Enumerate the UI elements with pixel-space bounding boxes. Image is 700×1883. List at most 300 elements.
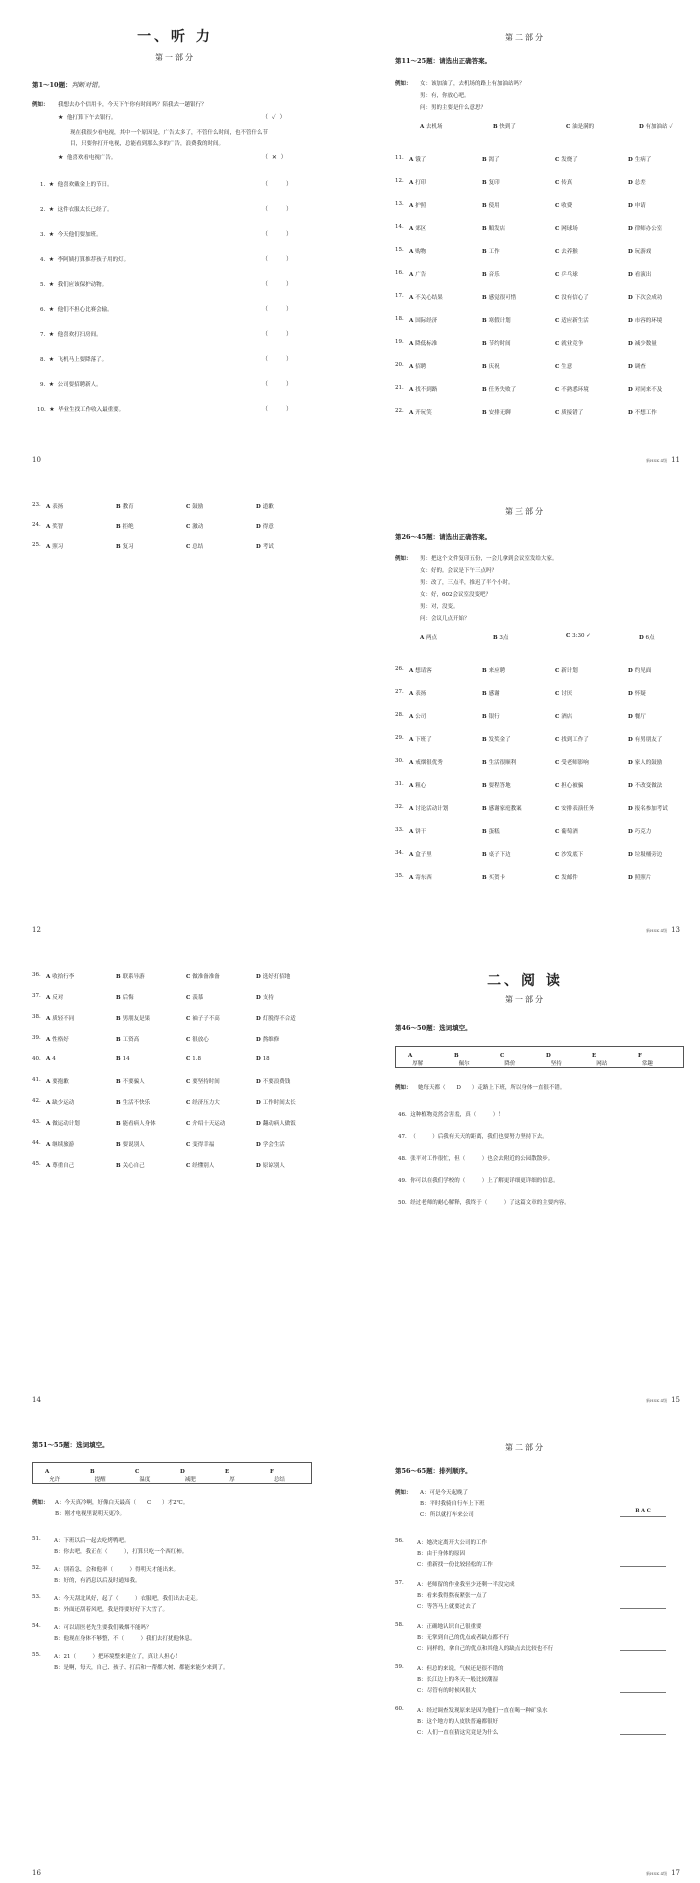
option-d[interactable]: D 约见面 (628, 668, 652, 674)
option-a[interactable]: A 郊区 (409, 226, 427, 232)
question-item: 50. 经过老师的耐心解释，我终于（ ）了这篇文章的主要内容。 (398, 1200, 570, 1206)
answer-blank[interactable]: （ ） (262, 256, 293, 263)
option-b[interactable]: B 发奖金了 (482, 737, 511, 743)
question-number: 36. (32, 972, 41, 978)
option-a[interactable]: A 想请客 (409, 668, 432, 674)
answer-blank[interactable]: （ ） (262, 331, 293, 338)
spread-2 (0, 470, 700, 940)
dialog-line-b: B：由于身体的原因 (417, 1551, 466, 1557)
part-title: 第三部分 (505, 507, 545, 516)
example-line: 男：对，没变。 (420, 604, 459, 610)
option-c[interactable]: C 葡萄酒 (555, 829, 578, 835)
question-number: 22. (395, 408, 404, 414)
question-number: 27. (395, 689, 404, 695)
option-a[interactable]: A 降低标准 (409, 341, 438, 347)
question-number: 35. (395, 873, 404, 879)
option-b[interactable]: B 关心自己 (116, 1163, 145, 1169)
example-passage-2: 目，只要你打开电视，总能看到那么多的广告，浪费我的时间。 (70, 141, 225, 147)
instructions: 第56～65题：排列顺序。 (395, 1467, 472, 1475)
option-d[interactable]: D 家人的鼓励 (628, 760, 663, 766)
example-question: 我想去办个信用卡，今天下午你有时间吗？陪我去一趟银行？ (58, 102, 207, 108)
page-number: 12 (32, 926, 41, 934)
answer-blank[interactable]: （ ） (262, 306, 293, 313)
question-number: 45. (32, 1161, 41, 1167)
example-line: 男：改了，三点半，推迟了半个小时。 (420, 580, 514, 586)
option-c[interactable]: C 袖子子不高 (186, 1016, 220, 1022)
question-number: 58. (395, 1622, 404, 1628)
question-number: 37. (32, 993, 41, 999)
question-number: 29. (395, 735, 404, 741)
dialog-line-a: A：21（ ）把环境整来建立了，真让人担心！ (54, 1654, 181, 1660)
option-a[interactable]: A 收拾行李 (46, 974, 75, 980)
option-d[interactable]: D 照照片 (628, 875, 652, 881)
section-title: 二、阅 读 (487, 973, 563, 989)
page-10 (0, 0, 350, 470)
page-11: 第二部分 第11～25题：请选出正确答案。 例如： 女：该加油了，去机场的路上有加油站吗？ 男：有，你放心吧。 问：男的主要是什么意思？ A 去机场 B 快到了 C 油是满的 D 有加油站 ✓ 11. A 饿了 B 渴了 C 发烧了 D 生病了 12. A 打印 B 复印 C 传真 D 总差 13. A 护照 B 使用 C 收费 D 申请 14. A 郊区 B 順发店 C 网球场 D 律师办公室 15. A 购物 B 工作 C 去养猴 D 玩游戏 16. A 广告 B 音乐 C 乒乓球 D 看演出 17. A 不关心结果 B 感觉很可惜 C 没有信心了 D 下次会成功 18. A 国际经济 B 寒假计划 C 适应新生活 D 市容的环境 19. A 降低标准 B 节约时间 C 就业竞争 D 减少数量 20. A 招聘 B 庆祝 C 生意 D 调查 21. A 找不到路 B 任务失败了 C 不熟悉环境 D 对同来不及 22. A 开玩笑 B 安排无聊 C 质接错了 D 不想工作 新HSK 4级 11 (350, 0, 700, 470)
option-a[interactable]: A 要抱歉 (46, 1079, 69, 1085)
question-number: 31. (395, 781, 404, 787)
option-b[interactable]: B 安排无聊 (482, 410, 511, 416)
option-c[interactable]: C 收费 (555, 203, 573, 209)
option-d[interactable]: D 巧克力 (628, 829, 652, 835)
option-a[interactable]: A 做运动计划 (46, 1121, 80, 1127)
example-label: 例如： (395, 1085, 412, 1091)
option-d[interactable]: D 考试 (256, 544, 274, 550)
dialog-line-c: C：人们一直在猜这究竟是为什么 (417, 1730, 499, 1736)
example-line: 女：好，602会议室没变吧？ (420, 592, 491, 598)
part-title: 第二部分 (505, 33, 545, 42)
option-d[interactable]: D 选好打招地 (256, 974, 291, 980)
option-b[interactable]: B 银行 (482, 714, 500, 720)
example-answer: B A C (620, 1508, 666, 1517)
option-a[interactable]: A 照习 (46, 544, 64, 550)
dialog-line-a: A：今天刮北风好，起了（ ）衣服吧，我们出去走走。 (54, 1596, 201, 1602)
question-number: 54. (32, 1623, 41, 1629)
question-number: 16. (395, 270, 404, 276)
option-a[interactable]: A 不关心结果 (409, 295, 443, 301)
option-b[interactable]: B 感觉很可惜 (482, 295, 517, 301)
option-c[interactable]: C 乒乓球 (555, 272, 578, 278)
option-a[interactable]: A 性格好 (46, 1037, 69, 1043)
option-b[interactable]: B 后悔 (116, 995, 134, 1001)
option-a[interactable]: A 继续旅游 (46, 1142, 75, 1148)
question-item: 9. ★ 公司要招聘新人。 (40, 381, 102, 388)
example-line: 问：会议几点开始？ (420, 616, 470, 622)
option-c[interactable]: C 沙发底下 (555, 852, 584, 858)
option-b[interactable]: B 教育 (116, 504, 134, 510)
question-number: 24. (32, 522, 41, 528)
question-number: 57. (395, 1580, 404, 1586)
part-title: 第一部分 (505, 995, 545, 1004)
option-b[interactable]: B 庆祝 (482, 364, 500, 370)
option-c[interactable]: C 很放心 (186, 1037, 209, 1043)
option-c[interactable]: C 安排表演任务 (555, 806, 595, 812)
dialog-line-b: B：看来我得熬夜紧张一点了 (417, 1593, 488, 1599)
option-a[interactable]: A 戒烟很优秀 (409, 760, 443, 766)
dialog-line-a: A：下班以后一起去吃烤鸭吧。 (54, 1538, 130, 1544)
option-d[interactable]: D 总差 (628, 180, 646, 186)
question-number: 43. (32, 1119, 41, 1125)
dialog-line-b: B：你去吧，我正在（ ），打算只吃一个西红柿。 (54, 1549, 188, 1555)
option-b[interactable]: B 順发店 (482, 226, 506, 232)
question-item: 46. 这种植物竟然会害羞，真（ ）！ (398, 1112, 504, 1118)
answer-line[interactable] (620, 1684, 666, 1693)
answer-blank[interactable]: （ ） (262, 181, 293, 188)
option-a[interactable]: A 找不到路 (409, 387, 438, 393)
question-number: 59. (395, 1664, 404, 1670)
example-line-a: A：可是今天起晚了 (420, 1490, 468, 1496)
question-number: 34. (395, 850, 404, 856)
option-b[interactable]: B 音乐 (482, 272, 500, 278)
option-c[interactable]: C 就业竞争 (555, 341, 584, 347)
option-a[interactable]: A 讨论活动计划 (409, 806, 449, 812)
option-d[interactable]: D 市容的环境 (628, 318, 663, 324)
option-c[interactable]: C 发邮件 (555, 875, 578, 881)
option-d[interactable]: D 调查 (628, 364, 646, 370)
option-d[interactable]: D 得意 (256, 524, 274, 530)
dialog-line-a: A：别着急，会和他率（ ）得明天才能出来。 (54, 1567, 179, 1573)
option-a[interactable]: A 质轻不同 (46, 1016, 75, 1022)
question-item: 4. ★ 李阿姨打算推荐孩子用的灯。 (40, 256, 130, 263)
star-icon: ★ (58, 114, 64, 121)
example-statement-2: ★ 他喜欢看电视广告。 (58, 154, 117, 161)
dialog-line-c: C：等答马上就要过去了 (417, 1604, 477, 1610)
option-a[interactable]: A 饼干 (409, 829, 427, 835)
example-label: 例如： (32, 102, 49, 108)
example-line-c: C：所以就打车来公司 (420, 1512, 474, 1518)
option-b[interactable]: B 复印 (482, 180, 500, 186)
question-number: 14. (395, 224, 404, 230)
dialog-line-b: B：这个地方的人皮肤普遍都很好 (417, 1719, 499, 1725)
option-b[interactable]: B 拒绝 (116, 524, 134, 530)
option-b[interactable]: B 任务失败了 (482, 387, 517, 393)
option-a[interactable]: A 购物 (409, 249, 427, 255)
question-item: 1. ★ 他喜欢戴金上的节日。 (40, 181, 113, 188)
example-label: 例如： (32, 1500, 49, 1506)
part-title: 第一部分 (155, 53, 195, 62)
dialog-line-b: B：外面还刮着风吧，我是得要好好下大雪了。 (54, 1607, 169, 1613)
option-a[interactable]: A 尊重自己 (46, 1163, 75, 1169)
option-a[interactable]: A 广告 (409, 272, 427, 278)
option-b[interactable]: B 感谢 (482, 691, 500, 697)
question-number: 15. (395, 247, 404, 253)
question-number: 42. (32, 1098, 41, 1104)
option-c[interactable]: C 适应新生活 (555, 318, 589, 324)
question-number: 60. (395, 1706, 404, 1712)
option-a[interactable]: A 招聘 (409, 364, 427, 370)
option-d[interactable]: D 不想工作 (628, 410, 657, 416)
option-d[interactable]: D 有男朋友了 (628, 737, 663, 743)
option-b[interactable]: B 感谢家庭教案 (482, 806, 522, 812)
option-a[interactable]: A 奖智 (46, 524, 64, 530)
option-b[interactable]: B 使用 (482, 203, 500, 209)
question-number: 26. (395, 666, 404, 672)
option-b[interactable]: B 工资高 (116, 1037, 140, 1043)
option-c[interactable]: C 激动 (186, 524, 204, 530)
question-item: 6. ★ 他们不担心比赛会输。 (40, 306, 113, 313)
option-d[interactable]: D 申请 (628, 203, 646, 209)
option-c[interactable]: C 介绍十天运动 (186, 1121, 226, 1127)
option-d[interactable]: D 看演出 (628, 272, 652, 278)
spread-4 (0, 1410, 700, 1883)
dialog-line-a: A：可以请医老先生要我们吸烟不能吗？ (54, 1625, 152, 1631)
option-d[interactable]: D 不改变做法 (628, 783, 663, 789)
option-b[interactable]: B 工作 (482, 249, 500, 255)
option-a[interactable]: A 4 (46, 1056, 56, 1062)
page-16 (0, 1410, 350, 1883)
option-a[interactable]: A 粗心 (409, 783, 427, 789)
question-number: 13. (395, 201, 404, 207)
option-d[interactable]: D 报名参加考试 (628, 806, 668, 812)
question-number: 12. (395, 178, 404, 184)
question-number: 17. (395, 293, 404, 299)
option-b[interactable]: B 寒假计划 (482, 318, 511, 324)
example-label: 例如： (395, 556, 412, 562)
option-d[interactable]: D 熬维修 (256, 1037, 280, 1043)
option-c[interactable]: C 新计划 (555, 668, 578, 674)
question-number: 11. (395, 155, 404, 161)
option-c[interactable]: C 生意 (555, 364, 573, 370)
page-17 (350, 1410, 700, 1883)
question-number: 44. (32, 1140, 41, 1146)
example-line: 女：好的。会议是下午三点吗？ (420, 568, 498, 574)
option-d[interactable]: D 对同来不及 (628, 387, 663, 393)
option-c[interactable]: C 经济压力大 (186, 1100, 220, 1106)
question-item: 5. ★ 我们应该保护动物。 (40, 281, 108, 288)
page-number: 新HSK 4级 17 (646, 1869, 680, 1877)
answer-line[interactable] (620, 1600, 666, 1609)
option-d[interactable]: D 学会生活 (256, 1142, 285, 1148)
option-d[interactable]: D 翻动病人做饭 (256, 1121, 296, 1127)
dialog-line-a: A：正确地认识自己很重要 (417, 1624, 482, 1630)
section-title: 一、听 力 (137, 29, 213, 45)
word-bank: A 厚解 B 佩尔 C 降价 D 坚持 E 网站 F 常趣 (395, 1046, 684, 1068)
page-number: 新HSK 4级 13 (646, 926, 680, 934)
option-a[interactable]: A 打印 (409, 180, 427, 186)
dialog-line-b: B：是啊，每天，自己、孩子、打后和一帮都大树、都能来能少来到了。 (54, 1665, 229, 1671)
question-number: 41. (32, 1077, 41, 1083)
answer-blank[interactable]: （ ） (262, 281, 293, 288)
option-d[interactable]: D 律师办公室 (628, 226, 663, 232)
instructions: 第11～25题：请选出正确答案。 (395, 57, 492, 65)
option-c[interactable]: C 羡慕 (186, 995, 204, 1001)
option-b[interactable]: B 生活很顺利 (482, 760, 517, 766)
page-13: 第三部分 第26～45题：请选出正确答案。 例如： 男：把这个文件复印五份，一会儿拿到会议室发给大家。 女：好的。会议是下午三点吗？ 男：改了，三点半，推迟了半个小时。 女：好，602会议室没变吧？ 男：对，没变。 问：会议几点开始？ A 两点 B 3点 C 3:30 ✓ D 6点 26. A 想请客 B 来应聘 C 新计划 D 约见面 27. A 表扬 B 感谢 C 讨厌 D 怀疑 28. A 公司 B 银行 C 酒店 D 餐厅 29. A 下班了 B 发奖金了 C 找到工作了 D 有男朋友了 30. A 戒烟很优秀 B 生活很顺利 C 受老师影响 D 家人的鼓励 31. A 粗心 B 要程答地 C 担心被骗 D 不改变做法 32. A 讨论活动计划 B 感谢家庭教案 C 安排表演任务 D 报名参加考试 33. A 饼干 B 蛋糕 C 葡萄酒 D 巧克力 34. A 盒子里 B 桌子下边 C 沙发底下 D 垃圾桶旁边 35. A 寄东西 B 买贺卡 C 发邮件 D 照照片 新HSK 4级 13 (350, 470, 700, 940)
option-c[interactable]: C 讨厌 (555, 691, 573, 697)
page-15 (350, 940, 700, 1410)
option-c[interactable]: C 发烧了 (555, 157, 578, 163)
option-c[interactable]: C 网球场 (555, 226, 578, 232)
option-a[interactable]: A 开玩笑 (409, 410, 432, 416)
question-number: 25. (32, 542, 41, 548)
option-c[interactable]: C 传真 (555, 180, 573, 186)
instructions: 第46～50题：选词填空。 (395, 1024, 472, 1032)
option-a[interactable]: A 反对 (46, 995, 64, 1001)
word-bank: A 允许 B 提醒 C 温度 D 减肥 E 厚 F 总结 (32, 1462, 312, 1484)
option-c[interactable]: C 去养猴 (555, 249, 578, 255)
option-c[interactable]: C 质接错了 (555, 410, 584, 416)
dialog-line-a: A：她决定离开大公司的工作 (417, 1540, 487, 1546)
option-d[interactable]: D 生病了 (628, 157, 652, 163)
dialog-line-c: C：尽管有的时候风很大 (417, 1688, 477, 1694)
instructions: 第51～55题：选词填空。 (32, 1441, 109, 1449)
option-d[interactable]: D 垃圾桶旁边 (628, 852, 663, 858)
example-line: 男：把这个文件复印五份，一会儿拿到会议室发给大家。 (420, 556, 558, 562)
option-a[interactable]: A 表扬 (409, 691, 427, 697)
question-number: 28. (395, 712, 404, 718)
part-title: 第二部分 (505, 1443, 545, 1452)
instructions: 第1～10题：判断对错。 (32, 81, 105, 89)
option-c[interactable]: C 总结 (186, 544, 204, 550)
option-d[interactable]: D 下次会成功 (628, 295, 663, 301)
dialog-line-a: A：但总的来说，气候还是很不错的 (417, 1666, 504, 1672)
option-c[interactable]: C 受老师影响 (555, 760, 589, 766)
option-a[interactable]: A 表扬 (46, 504, 64, 510)
question-number: 33. (395, 827, 404, 833)
dialog-line-c: C：同样的，拿自己的优点和其他人的缺点去比较也不行 (417, 1646, 554, 1652)
option-d[interactable]: D 餐厅 (628, 714, 646, 720)
question-item: 49. 你可以在我们学校的（ ）上了解更详细更详细的信息。 (398, 1178, 559, 1184)
example-answer-2: （ ✕ ） (262, 154, 287, 161)
question-item: 7. ★ 他喜欢打扫房间。 (40, 331, 102, 338)
option-b[interactable]: B 要程答地 (482, 783, 511, 789)
question-item: 10. ★ 毕业生找工作收入最重要。 (37, 406, 125, 413)
answer-line[interactable] (620, 1558, 666, 1567)
option-b[interactable]: B 能看病人身体 (116, 1121, 156, 1127)
option-d[interactable]: D 18 (256, 1056, 270, 1062)
option-a[interactable]: A 寄东西 (409, 875, 432, 881)
instructions: 第26～45题：请选出正确答案。 (395, 533, 492, 541)
option-c[interactable]: C 鼓励 (186, 504, 204, 510)
question-item: 48. 张平对工作很忙，但（ ）也会去附近的公园散散步。 (398, 1156, 554, 1162)
dialog-line-b: B：好的，有消息以后及时通知我。 (54, 1578, 141, 1584)
option-a[interactable]: A 护照 (409, 203, 427, 209)
question-number: 21. (395, 385, 404, 391)
option-b[interactable]: B 节约时间 (482, 341, 511, 347)
option-b[interactable]: B 不要骗人 (116, 1079, 145, 1085)
answer-blank[interactable]: （ ） (262, 206, 293, 213)
option-c[interactable]: C 不熟悉环境 (555, 387, 589, 393)
option-a[interactable]: A 饿了 (409, 157, 427, 163)
question-item: 8. ★ 飞机马上要降落了。 (40, 356, 108, 363)
option-a[interactable]: A 盒子里 (409, 852, 432, 858)
example-line-b: B：刚才电视里说明天更冷。 (55, 1511, 126, 1517)
option-b[interactable]: B 要说别人 (116, 1142, 145, 1148)
option-d[interactable]: D 道歉 (256, 504, 274, 510)
option-c[interactable]: C 变得幸福 (186, 1142, 215, 1148)
option-d[interactable]: D 减少数量 (628, 341, 657, 347)
example-sentence: 她每天都（ D ）走路上下班，所以身体一直很不错。 (418, 1085, 566, 1091)
answer-blank[interactable]: （ ） (262, 356, 293, 363)
option-d[interactable]: D 怀疑 (628, 691, 646, 697)
option-c[interactable]: C 做准备准备 (186, 974, 220, 980)
question-number: 52. (32, 1565, 41, 1571)
example-label: 例如： (395, 81, 412, 87)
answer-line[interactable] (620, 1726, 666, 1735)
option-a[interactable]: A 公司 (409, 714, 427, 720)
answer-blank[interactable]: （ ） (262, 231, 293, 238)
spread-3 (0, 940, 700, 1410)
spread-1 (0, 0, 700, 470)
option-b[interactable]: B 联系导游 (116, 974, 145, 980)
option-d[interactable]: D 工作时间太长 (256, 1100, 296, 1106)
dialog-line-c: C：重新找一份比较轻松的工作 (417, 1562, 493, 1568)
example-label: 例如： (395, 1490, 412, 1496)
question-number: 51. (32, 1536, 41, 1542)
page-14 (0, 940, 350, 1410)
dialog-line-b: B：长江边上的冬天一般比较潮湿 (417, 1677, 499, 1683)
option-b[interactable]: B 来应聘 (482, 668, 506, 674)
dialog-line-a: A：老师留的作业我至少还剩一半没完成 (417, 1582, 515, 1588)
option-c[interactable]: C 要坚持时间 (186, 1079, 220, 1085)
option-b[interactable]: B 男朋友是果 (116, 1016, 151, 1022)
option-c[interactable]: C 经懂别人 (186, 1163, 215, 1169)
example-line: 问：男的主要是什么意思？ (420, 105, 487, 111)
question-number: 18. (395, 316, 404, 322)
question-number: 56. (395, 1538, 404, 1544)
option-c[interactable]: C 没有信心了 (555, 295, 589, 301)
page-number: 14 (32, 1396, 41, 1404)
dialog-line-b: B：无掌到自己的优点或者缺点都不行 (417, 1635, 510, 1641)
question-number: 53. (32, 1594, 41, 1600)
example-line: 女：该加油了，去机场的路上有加油站吗？ (420, 81, 525, 87)
option-d[interactable]: D 原谅别人 (256, 1163, 285, 1169)
option-b[interactable]: B 蛋糕 (482, 829, 500, 835)
option-d[interactable]: D 不要浪费钱 (256, 1079, 291, 1085)
option-d[interactable]: D 支持 (256, 995, 274, 1001)
example-line-b: B：平时我骑自行车上下班 (420, 1501, 485, 1507)
option-b[interactable]: B 渴了 (482, 157, 500, 163)
page-12 (0, 470, 350, 940)
option-d[interactable]: D 灯脱得不合适 (256, 1016, 296, 1022)
option-a[interactable]: A 国际经济 (409, 318, 438, 324)
question-number: 32. (395, 804, 404, 810)
dialog-line-b: B：他现在身体不够整，不（ ）我们去打扰他休息。 (54, 1636, 196, 1642)
option-d[interactable]: D 玩游戏 (628, 249, 652, 255)
example-statement-1: ★ 他打算下午去银行。 (58, 114, 117, 121)
option-b[interactable]: B 复习 (116, 544, 134, 550)
option-a[interactable]: A 下班了 (409, 737, 432, 743)
answer-blank[interactable]: （ ） (262, 406, 293, 413)
question-number: 40. (32, 1056, 41, 1062)
dialog-line-a: A：经过调查发现原来是因为他们一直在喝一种矿泉水 (417, 1708, 548, 1714)
answer-blank[interactable]: （ ） (262, 381, 293, 388)
question-item: 2. ★ 这件衣服太长已经了。 (40, 206, 113, 213)
question-number: 20. (395, 362, 404, 368)
option-c[interactable]: C 找到工作了 (555, 737, 589, 743)
option-b[interactable]: B 生活不快乐 (116, 1100, 151, 1106)
question-number: 38. (32, 1014, 41, 1020)
question-item: 47. （ ）后我有天天的距离，我们也要努力坚持下去。 (398, 1134, 548, 1140)
question-number: 30. (395, 758, 404, 764)
example-line-a: A：今天真冷啊，好像白天最高（ C ）才2℃。 (55, 1500, 189, 1506)
question-number: 55. (32, 1652, 41, 1658)
answer-line[interactable] (620, 1642, 666, 1651)
option-b[interactable]: B 14 (116, 1056, 130, 1062)
option-c[interactable]: C 酒店 (555, 714, 573, 720)
option-c[interactable]: C 担心被骗 (555, 783, 584, 789)
example-passage-1: 现在我很少看电视，其中一个原因是，广告太多了，不管什么时间，也不管什么节 (70, 130, 269, 136)
option-a[interactable]: A 缺少运动 (46, 1100, 75, 1106)
page-number: 新HSK 4级 11 (646, 456, 680, 464)
example-answer-1: （ ✓ ） (262, 114, 286, 121)
option-b[interactable]: B 买贺卡 (482, 875, 506, 881)
option-b[interactable]: B 桌子下边 (482, 852, 511, 858)
example-line: 男：有，你放心吧。 (420, 93, 470, 99)
question-item: 3. ★ 今天他们要加班。 (40, 231, 102, 238)
star-icon: ★ (58, 154, 64, 161)
option-c[interactable]: C 1.8 (186, 1056, 202, 1062)
